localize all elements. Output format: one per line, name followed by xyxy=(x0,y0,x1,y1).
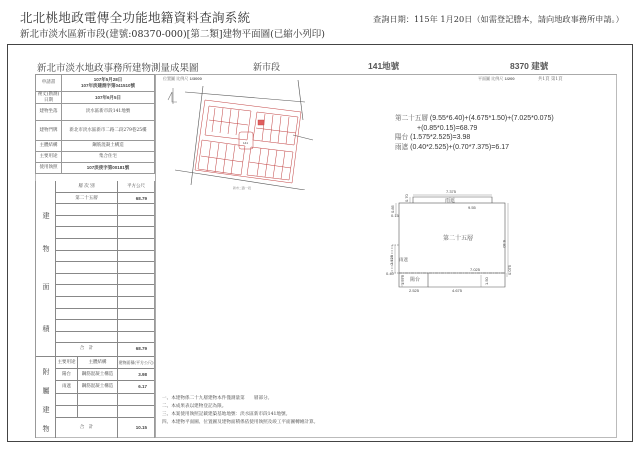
attached-total-value: 10.15 xyxy=(135,425,147,430)
total-label: 合 計 xyxy=(56,343,118,356)
attached-row-empty xyxy=(56,394,154,406)
attached-total-row xyxy=(56,418,154,438)
area-row-empty xyxy=(56,297,154,309)
info-value: 新北市淡水區新市二路二段279巷25樓 xyxy=(62,121,155,141)
info-value: 107淡使字第00181號 xyxy=(62,163,155,174)
area-total-row xyxy=(56,343,154,357)
road-label: 新市二路一段 xyxy=(233,186,252,190)
balcony-label: 陽台 xyxy=(410,277,421,283)
info-label: 建物門牌 xyxy=(36,121,62,141)
info-row-usage xyxy=(36,152,155,163)
dim-label: 0.40 xyxy=(386,271,394,276)
area-row-empty xyxy=(56,274,154,286)
attached-row xyxy=(56,369,154,381)
dim-label: 4.675 xyxy=(452,288,463,293)
side-char: 面 xyxy=(42,283,50,291)
info-label: 複丈(勘測)日期 xyxy=(36,92,62,104)
area-row-empty xyxy=(56,320,154,332)
structure-cell: 鋼筋混凝土構造 xyxy=(78,381,118,392)
info-value: 107年6月5日 xyxy=(62,92,155,104)
note-item: 一、本建物係二十九層建物本件僅測量第 層部分。 xyxy=(162,396,273,401)
north-arrow-icon xyxy=(168,88,177,104)
area-row-empty xyxy=(56,285,154,297)
floor-plan-drawing xyxy=(370,185,530,295)
area-row-empty xyxy=(56,239,154,251)
area-row-empty xyxy=(56,227,154,239)
formula-label: 雨遮 xyxy=(395,142,409,151)
area-row-empty xyxy=(56,251,154,263)
land-number: 141地號 xyxy=(368,61,400,71)
attached-header-row xyxy=(56,357,154,369)
dim-label: 7.375 xyxy=(446,189,457,194)
attached-total-label: 合 計 xyxy=(56,418,118,438)
info-row-structure xyxy=(36,141,155,152)
note-item: 四、本建物平面圖、位置圖及建物面積係依使用執照及竣工平面圖轉繪計算。 xyxy=(162,420,319,425)
info-label: 主要用途 xyxy=(36,152,62,163)
unit-highlight xyxy=(258,120,264,125)
canopy-label-side: 雨遮 xyxy=(399,258,408,263)
top-rule xyxy=(155,74,617,75)
building-number: 8370 建號 xyxy=(510,61,549,71)
building-info-table xyxy=(35,74,155,174)
total-value: 68.79 xyxy=(135,346,147,352)
side-char: 建 xyxy=(42,212,50,220)
area-cell: 68.79 xyxy=(135,195,147,201)
info-value: 淡水區新市段141地號 xyxy=(62,104,155,121)
formula-expr: +(0.85*0.15)=68.79 xyxy=(417,124,478,132)
side-char: 積 xyxy=(42,325,50,333)
room-label: 第二十五層 xyxy=(443,235,474,242)
dim-label: 0.15 xyxy=(391,213,399,218)
office-title: 新北市淡水地政事務所建物測量成果圖 xyxy=(37,63,199,74)
canopy-label: 雨遮 xyxy=(445,198,456,204)
area-formulas xyxy=(395,114,554,152)
info-value-line: 107年淡建測字第041510號 xyxy=(80,83,136,88)
info-row-location xyxy=(36,104,155,121)
floor-cell: 第二十五層 xyxy=(56,193,118,204)
dim-label: 1.50 xyxy=(484,277,489,285)
system-title: 北北桃地政電傳全功能地籍資料查詢系統 xyxy=(20,10,251,25)
formula-expr: (0.40*2.525)+(0.70*7.375)=6.17 xyxy=(408,143,509,151)
use-cell: 雨遮 xyxy=(56,381,78,392)
formula-expr: (9.55*6.40)+(4.675*1.50)+(7.025*0.075) xyxy=(427,115,554,122)
info-label: 主體結構 xyxy=(36,141,62,152)
attached-area-header: 建物面積(平方公尺) xyxy=(118,360,154,365)
area-row-empty xyxy=(56,204,154,216)
site-scale-label: 位置圖 比例尺 xyxy=(163,76,189,81)
attached-row-empty xyxy=(56,406,154,418)
floor-scale-label: 平面圖 比例尺 xyxy=(478,76,504,81)
dim-label: 6.40 xyxy=(502,240,507,248)
info-row-permit xyxy=(36,163,155,174)
note-item: 三、本案使用執照記載建築基地地號：淡水區新市段141地號。 xyxy=(162,412,291,417)
info-row-survey-date xyxy=(36,92,155,104)
side-char: 屬 xyxy=(42,387,50,395)
site-plan-drawing xyxy=(155,80,325,190)
area-row-empty xyxy=(56,332,154,344)
dim-label: 0.075 xyxy=(507,264,512,275)
formula-expr: (1.575*2.525)=3.98 xyxy=(408,134,471,142)
attached-row xyxy=(56,381,154,393)
info-value xyxy=(62,75,155,92)
building-area-table xyxy=(35,181,155,438)
info-value: 鋼筋混凝土構造 xyxy=(62,141,155,152)
floor-header: 層 次 別 xyxy=(56,181,118,192)
formula-label: 第二十五層 xyxy=(395,114,428,122)
formula-line xyxy=(395,143,554,153)
floor-plan-scale xyxy=(478,76,515,82)
formula-line xyxy=(395,133,554,143)
dim-label: 7.025 xyxy=(470,267,481,272)
formula-line xyxy=(395,114,554,124)
side-char: 建 xyxy=(42,406,50,414)
area-header: 平方公尺 xyxy=(127,184,145,189)
dim-label: 0.85 xyxy=(390,205,395,213)
notes xyxy=(162,395,318,427)
note-item: 二、本成果表以建物登記為限。 xyxy=(162,404,227,409)
area-row-empty xyxy=(56,309,154,321)
info-value: 集合住宅 xyxy=(62,152,155,163)
info-row-address xyxy=(36,121,155,141)
side-char: 附 xyxy=(42,368,50,376)
dim-label: 1.575 xyxy=(400,274,405,285)
use-header: 主要用途 xyxy=(56,357,78,368)
attached-area-cell: 3.98 xyxy=(138,372,147,378)
dim-label: 0.70 xyxy=(404,194,409,202)
site-scale-value: 1/3000 xyxy=(189,76,202,81)
area-row xyxy=(56,193,154,205)
page-info: 共1頁 第1頁 xyxy=(538,77,563,82)
floor-scale-value: 1/200 xyxy=(504,76,515,81)
info-value-line: 107年5月28日 xyxy=(93,77,123,83)
dim-label: 2.525 xyxy=(409,288,420,293)
structure-cell: 鋼筋混凝土構造 xyxy=(78,369,118,380)
query-date: 查詢日期：115年 1月20日（如需登記謄本，請向地政事務所申請。） xyxy=(373,14,624,24)
section-name: 新市段 xyxy=(253,63,281,73)
info-label: 申請書 xyxy=(36,75,62,92)
attached-area-cell: 6.17 xyxy=(138,384,147,390)
document-subtitle: 新北市淡水區新市段(建號:08370-000)[第二類]建物平面圖(已縮小列印) xyxy=(20,29,326,40)
side-char: 物 xyxy=(42,425,50,433)
area-row-empty xyxy=(56,262,154,274)
dim-label: 9.55 xyxy=(468,205,476,210)
svg-text:141: 141 xyxy=(243,141,249,145)
dim-label: 2.525 xyxy=(389,254,394,265)
info-row-application xyxy=(36,75,155,92)
side-char: 物 xyxy=(42,245,50,253)
area-row-empty xyxy=(56,216,154,228)
info-label: 建物坐落 xyxy=(36,104,62,121)
area-header-row xyxy=(56,181,154,193)
info-label: 使用執照 xyxy=(36,163,62,174)
formula-label: 陽台 xyxy=(395,133,409,142)
use-cell: 陽台 xyxy=(56,369,78,380)
formula-line xyxy=(395,124,554,134)
structure-header: 主體結構 xyxy=(78,357,118,368)
